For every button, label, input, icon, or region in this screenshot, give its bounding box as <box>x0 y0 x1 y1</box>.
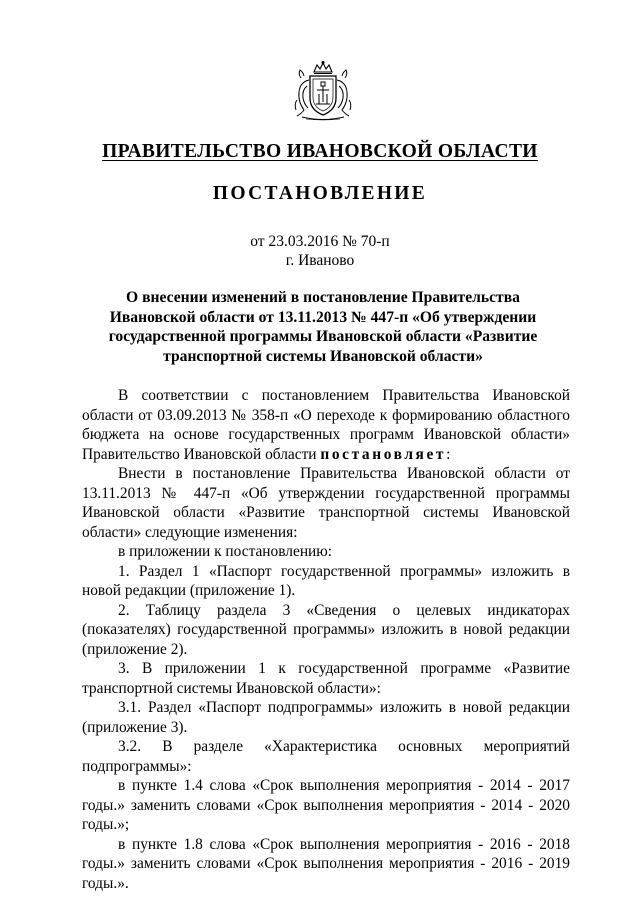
paragraph-point-1-4: в пункте 1.4 слова «Срок выполнения мероприятия - 2014 - 2017 годы.» заменить словами «Срок выполнения мероприятия - 2014 - 2020 годы.»; <box>82 777 570 833</box>
subject-line: государственной программы Ивановской области «Развитие <box>108 328 538 345</box>
preamble-text: В соответствии с постановлением Правительства Ивановской области от 03.09.2013 № 358-п «О переходе к формированию областного бюджета на основе государственных программ Ивановской области» Правительство Ивановской области <box>82 387 570 463</box>
document-subject <box>100 288 546 366</box>
paragraph-item-3: 3. В приложении 1 к государственной программе «Развитие транспортной системы Ивановской области»: <box>82 660 570 697</box>
paragraph-item-3-1: 3.1. Раздел «Паспорт подпрограммы» изложить в новой редакции (приложение 3). <box>82 699 570 736</box>
date-and-number: от 23.03.2016 № 70-п <box>250 233 390 250</box>
subject-line: Ивановской области от 13.11.2013 № 447-п «Об утверждении <box>109 308 537 326</box>
coat-of-arms-emblem <box>292 60 354 122</box>
subject-line: О внесении изменений в постановление Правительства <box>126 289 520 306</box>
preamble-colon: : <box>446 445 451 463</box>
paragraph-amend: Внести в постановление Правительства Ивановской области от 13.11.2013 № 447-п «Об утверждении государственной программы Ивановской области «Развитие транспортной системы Ивановской области» следующие изменения: <box>82 465 570 541</box>
place-of-issue: г. Иваново <box>285 252 355 269</box>
paragraph-item-1: 1. Раздел 1 «Паспорт государственной программы» изложить в новой редакции (приложение 1). <box>82 562 570 599</box>
paragraph-annex: в приложении к постановлению: <box>118 543 333 560</box>
paragraph-preamble <box>82 386 570 464</box>
resolves-keyword: постановляет <box>320 445 447 463</box>
government-title: ПРАВИТЕЛЬСТВО ИВАНОВСКОЙ ОБЛАСТИ <box>102 141 538 162</box>
document-type: ПОСТАНОВЛЕНИЕ <box>212 183 428 204</box>
paragraph-item-2: 2. Таблицу раздела 3 «Сведения о целевых индикаторах (показателях) государственной программы» изложить в новой редакции (приложение 2). <box>82 601 570 658</box>
subject-line: транспортной системы Ивановской области» <box>163 347 483 365</box>
paragraph-point-1-8: в пункте 1.8 слова «Срок выполнения мероприятия - 2016 - 2018 годы.» заменить словами «Срок выполнения мероприятия - 2016 - 2019 годы.». <box>82 835 570 892</box>
document-body <box>82 386 570 893</box>
paragraph-item-3-2: 3.2. В разделе «Характеристика основных мероприятий подпрограммы»: <box>82 738 570 775</box>
